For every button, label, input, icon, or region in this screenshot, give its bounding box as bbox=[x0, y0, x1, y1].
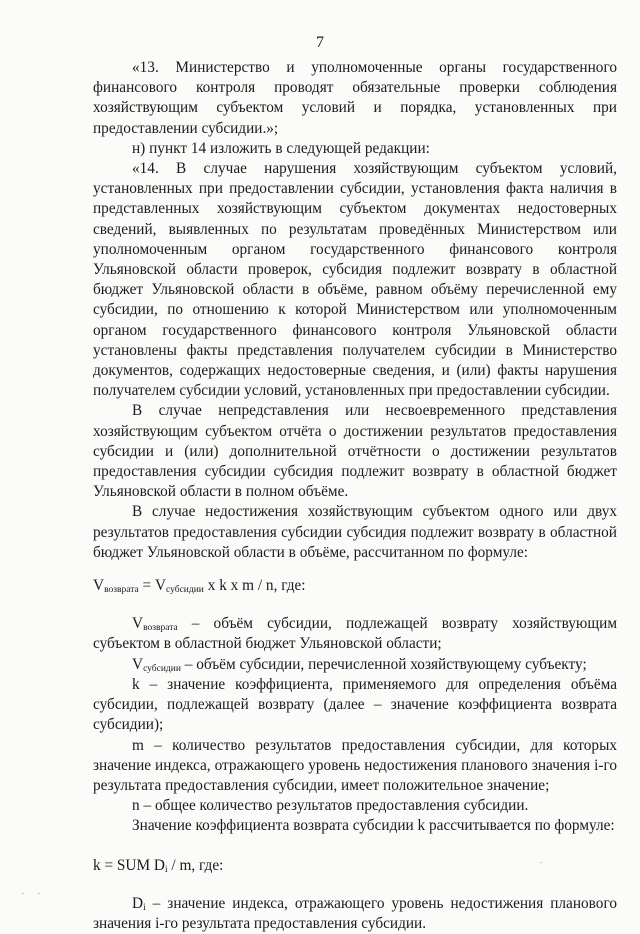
coefficient-paragraph: Значение коэффициента возврата субсидии k рассчитывается по формуле: bbox=[132, 817, 615, 835]
def-v-return-text: – объём субсидии, подлежащей возврату хозяйствующим субъектом в областной бюджет Ульяновской области; bbox=[93, 615, 617, 653]
formula-return-subscript: возврата bbox=[104, 585, 139, 596]
coefficient-formula bbox=[93, 856, 617, 876]
definition-di bbox=[93, 894, 617, 934]
def-di-text: – значение индекса, отражающего уровень недостижения планового значения i-го результата предоставления субсидии. bbox=[93, 894, 617, 932]
definition-m: m – количество результатов предоставления субсидии, для которых значение индекса, отражающего уровень недостижения планового значения i-го результата предоставления субсидии, имеет положительное значение; bbox=[93, 736, 617, 794]
scan-speck bbox=[38, 893, 40, 894]
definition-k: k – значение коэффициента, применяемого для определения объёма субсидии, подлежащей возврату (далее – значение коэффициента возврата субсидии); bbox=[93, 675, 617, 734]
document-body bbox=[93, 58, 617, 934]
def-return-subscript: возврата bbox=[143, 623, 178, 634]
def-subsidy-subscript: субсидии bbox=[143, 663, 181, 674]
def-v-symbol-2: V bbox=[132, 655, 144, 673]
def-v-symbol: V bbox=[132, 615, 144, 633]
paragraph-13: «13. Министерство и уполномоченные органы государственного финансового контроля проводят обязательные проверки соблюдения хозяйствующим субъектом условий и порядка, установленных при предоставлении субсидии.»; bbox=[93, 59, 617, 137]
definition-v-subsidy bbox=[93, 655, 617, 675]
formula-v-symbol: V bbox=[93, 577, 105, 595]
paragraph-14: «14. В случае нарушения хозяйствующим субъектом условий, установленных при предоставлении субсидии, установления факта наличия в представленных хозяйствующим субъектом документах недостоверных сведений, выявленных по результатам проведённых Министерством или уполномоченным органом государственного финансового контроля Ульяновской области проверок, субсидия подлежит возврату в областной бюджет Ульяновской области в объёме, равном объёму перечисленной ему субсидии, по отношению к которой Министерством или уполномоченным органом государственного финансового контроля Ульяновской области установлены факты представления получателем субсидии в Министерство документов, содержащих недостоверные сведения, и (или) факты нарушения получателем субсидии условий, установленных при предоставлении субсидии. bbox=[93, 160, 617, 400]
def-v-subsidy-text: – объём субсидии, перечисленной хозяйствующему субъекту; bbox=[180, 655, 587, 673]
formula-equals: = bbox=[138, 577, 155, 595]
def-d-subscript: i bbox=[143, 902, 146, 913]
formula-k-tail: / m, где: bbox=[167, 856, 224, 874]
scan-speck bbox=[22, 893, 24, 894]
formula-rest: x k x m / n, где: bbox=[203, 577, 306, 595]
definition-v-return bbox=[93, 614, 617, 654]
paragraph-nonachievement: В случае недостижения хозяйствующим субъектом одного или двух результатов предоставления субсидии субсидия подлежит возврату в областной бюджет Ульяновской области в объёме, рассчитанном по формуле: bbox=[93, 503, 617, 561]
formula-subsidy-subscript: субсидии bbox=[166, 585, 204, 596]
scan-speck bbox=[540, 862, 542, 863]
return-volume-formula bbox=[93, 576, 617, 596]
def-d-symbol: D bbox=[132, 894, 144, 912]
definition-n: n – общее количество результатов предоставления субсидии. bbox=[132, 797, 529, 815]
formula-v-symbol-2: V bbox=[154, 577, 167, 595]
page-number: 7 bbox=[316, 34, 324, 51]
formula-k-lead: k = SUM D bbox=[93, 856, 165, 874]
paragraph-nonsubmission: В случае непредставления или несвоевременного представления хозяйствующим субъектом отчёта о достижении результатов предоставления субсидии и (или) дополнительной отчётности о достижении результатов предоставления субсидии субсидия подлежит возврату в областной бюджет Ульяновской области в полном объёме. bbox=[93, 402, 617, 501]
formula-k-subscript-i: i bbox=[164, 864, 168, 875]
paragraph-amendment-n: н) пункт 14 изложить в следующей редакции: bbox=[132, 139, 430, 157]
